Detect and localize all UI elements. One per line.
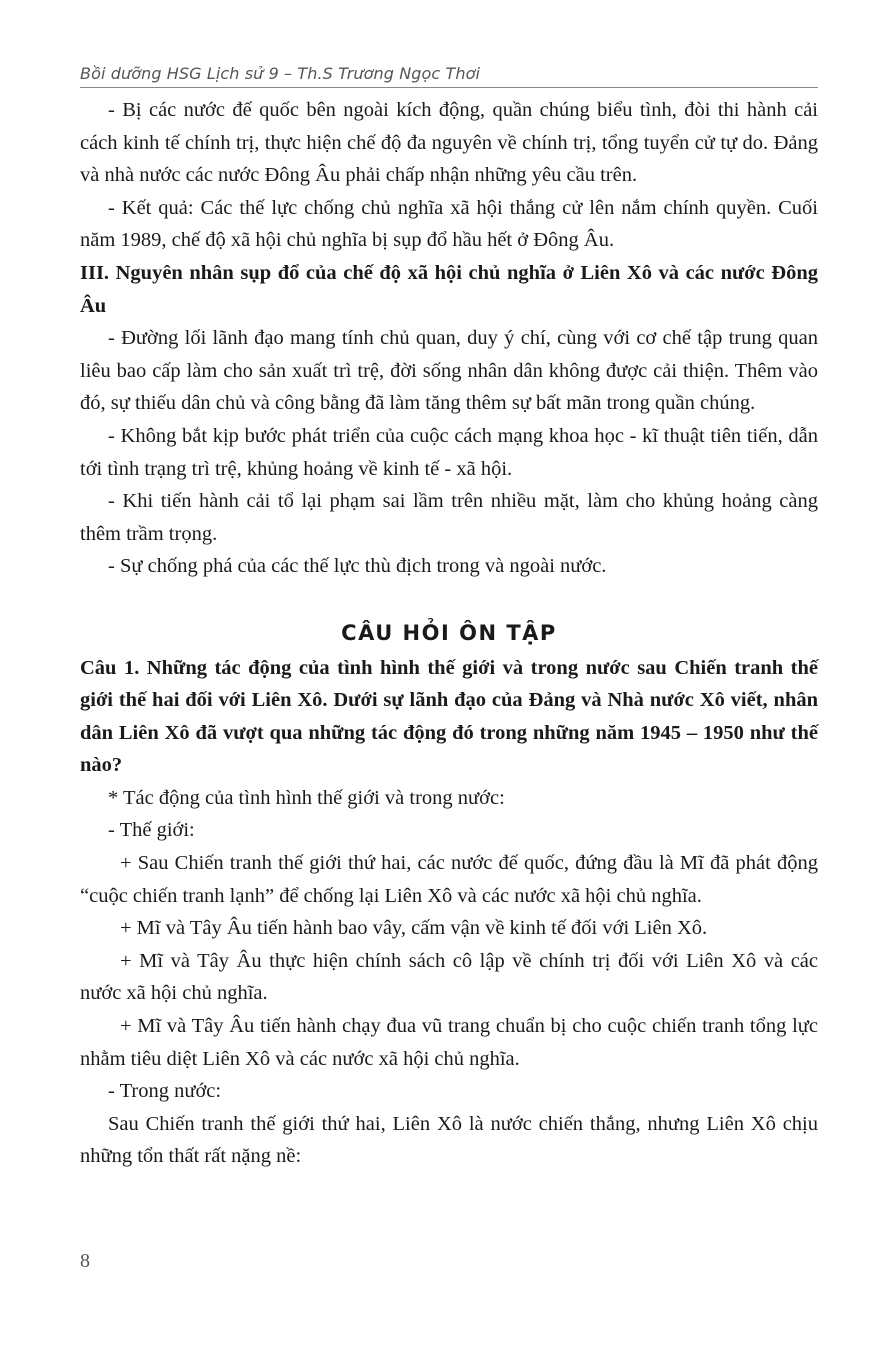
paragraph-arms-race: + Mĩ và Tây Âu tiến hành chạy đua vũ trang chuẩn bị cho cuộc chiến tranh tổng lực nhằm tiêu diệt Liên Xô và các nước xã hội chủ nghĩa. [80,1015,818,1070]
question-1: Câu 1. Những tác động của tình hình thế giới và trong nước sau Chiến tranh thế giới thế hai đối với Liên Xô. Dưới sự lãnh đạo của Đảng và Nhà nước Xô viết, nhân dân Liên Xô đã vượt qua những tác động đó trong những năm 1945 – 1950 như thế nào? [80,656,818,777]
page-number: 8 [80,1250,90,1272]
running-header: Bồi dưỡng HSG Lịch sử 9 – Th.S Trương Ngọc Thơi [80,64,818,88]
paragraph-cause-hostile-forces: - Sự chống phá của các thế lực thù địch trong và ngoài nước. [108,555,607,578]
paragraph-result: - Kết quả: Các thế lực chống chủ nghĩa xã hội thắng cử lên nắm chính quyền. Cuối năm 1989, chế độ xã hội chủ nghĩa bị sụp đổ hầu hết ở Đông Âu. [80,196,818,252]
section-3-heading: III. Nguyên nhân sụp đổ của chế độ xã hội chủ nghĩa ở Liên Xô và các nước Đông Âu [80,261,818,317]
paragraph-domestic-losses: Sau Chiến tranh thế giới thứ hai, Liên Xô là nước chiến thắng, nhưng Liên Xô chịu những tổn thất rất nặng nề: [80,1112,818,1168]
paragraph-protests: - Bị các nước đế quốc bên ngoài kích động, quần chúng biểu tình, đòi thi hành cải cách kinh tế chính trị, thực hiện chế độ đa nguyên về chính trị, tổng tuyển cử tự do. Đảng và nhà nước các nước Đông Âu phải chấp nhận những yêu cầu trên. [80,99,818,187]
paragraph-cold-war: + Sau Chiến tranh thế giới thứ hai, các nước đế quốc, đứng đầu là Mĩ đã phát động “cuộc chiến tranh lạnh” để chống lại Liên Xô và các nước xã hội chủ nghĩa. [80,852,818,907]
paragraph-embargo: + Mĩ và Tây Âu tiến hành bao vây, cấm vận về kinh tế đối với Liên Xô. [120,917,708,940]
document-body [80,94,818,1173]
paragraph-isolation: + Mĩ và Tây Âu thực hiện chính sách cô lập về chính trị đối với Liên Xô và các nước xã hội chủ nghĩa. [80,949,818,1005]
paragraph-domestic-label: - Trong nước: [108,1080,222,1103]
paragraph-cause-technology: - Không bắt kịp bước phát triển của cuộc cách mạng khoa học - kĩ thuật tiên tiến, dẫn tới tình trạng trì trệ, khủng hoảng về kinh tế - xã hội. [80,424,818,480]
paragraph-cause-reform: - Khi tiến hành cải tổ lại phạm sai lầm trên nhiều mặt, làm cho khủng hoảng càng thêm trầm trọng. [80,490,818,545]
paragraph-cause-leadership: - Đường lối lãnh đạo mang tính chủ quan, duy ý chí, cùng với cơ chế tập trung quan liêu bao cấp làm cho sản xuất trì trệ, đời sống nhân dân không được cải thiện. Thêm vào đó, sự thiếu dân chủ và công bằng đã làm tăng thêm sự bất mãn trong quần chúng. [80,327,818,415]
paragraph-world-label: - Thế giới: [108,819,195,842]
paragraph-impact-heading: * Tác động của tình hình thế giới và trong nước: [108,786,505,809]
review-questions-heading: CÂU HỎI ÔN TẬP [341,620,557,645]
